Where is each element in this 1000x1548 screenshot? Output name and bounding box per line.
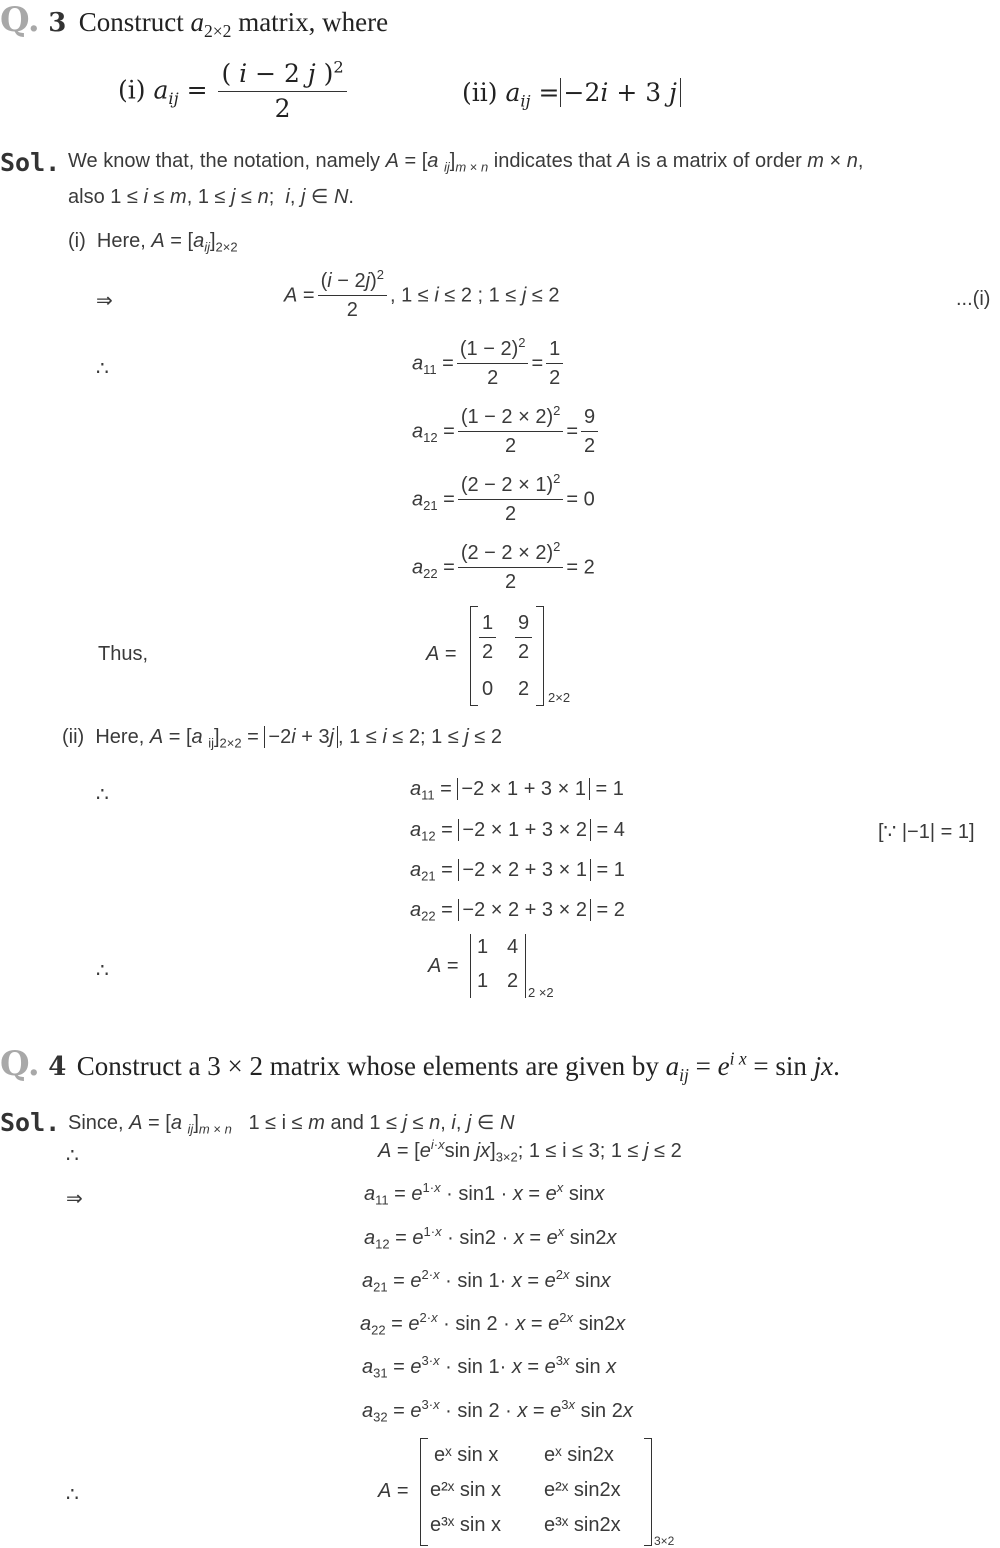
matrix-ii-r1c2: 4 (507, 936, 519, 958)
text: Here, (95, 726, 145, 748)
question-text: Construct $a_{2\times 2}$ matrix, where (78, 7, 389, 42)
text: is a matrix of order (636, 150, 802, 172)
formula-i: A = $\frac{(i - 2j)^2}{2}$ , 1 ≤ i ≤ 2 ; 1 ≤ j ≤ 2 (284, 267, 560, 321)
therefore-symbol-2: ∴ (96, 784, 109, 806)
matrix-i (470, 606, 544, 706)
q4-a31: $a_{31} = e^{3\cdot x} \cdot \sin 1\cdot x = e^{3x}$ sin x (362, 1353, 617, 1381)
a22-calc: $a_{22}$ = $\frac{(2 - 2 \times 2)^2}{2}$ = 2 (412, 539, 595, 593)
a11-calc: $a_{11}$ = $\frac{(1 - 2)^2}{2}$ = $\frac{1}{2}$ (412, 338, 566, 390)
sol4-def: $A = [e^{i\cdot x}\sin$ $jx]_{3\times 2}$; 1 ≤ i ≤ 3; 1 ≤ j ≤ 2 (378, 1137, 682, 1165)
question-3-part-ii: (ii) $a_{ij} = -2i + 3$ j (462, 78, 681, 107)
matrix-q4-r2c1: e²ˣ sin x (430, 1479, 502, 1501)
text: also (68, 186, 105, 208)
text: Since, (68, 1112, 124, 1134)
question-text: Construct a 3 × 2 matrix whose elements are given by $a_{ij} = e^{i x} = \sin$ jx. (76, 1048, 840, 1086)
matrix-q4-r3c1: e³ˣ sin x (430, 1514, 502, 1536)
text: and (330, 1112, 364, 1134)
solution-label-2: Sol. (0, 1108, 61, 1137)
matrix-ii (470, 934, 526, 998)
text: We know that, the notation, namely (68, 150, 381, 172)
q4-a22: $a_{22} = e^{2\cdot x} \cdot \sin 2 \cdot x = e^{2x}$ sin2x (360, 1310, 626, 1338)
therefore-symbol-3: ∴ (96, 960, 109, 982)
matrix-i-r2c2: 2 (518, 678, 530, 700)
equation-tag: ...(i) (956, 288, 991, 310)
part-i-intro: (i) Here, $A = [a_{ij}]_{2\times 2}$ (68, 230, 238, 255)
matrix-q4-r2c2: e²ˣ sin2x (544, 1479, 621, 1501)
therefore-symbol-4: ∴ (66, 1145, 79, 1167)
part-ii-intro: (ii) Here, A = [a $_{ij}]_{2\times 2} = -2i + 3j$ , 1 ≤ i ≤ 2; 1 ≤ j ≤ 2 (62, 726, 503, 751)
implies-symbol-2: ⇒ (66, 1188, 83, 1210)
a11-abs: $a_{11} = -2 \times 1 + 3 \times 1 = 1$ (410, 778, 624, 803)
question-text-body: Construct a 3 × 2 matrix whose elements are given by (76, 1051, 659, 1081)
matrix-ii-r2c1: 1 (477, 970, 489, 992)
question-number: 3 (48, 8, 67, 38)
question-number: 4 (48, 1052, 67, 1082)
because-note: [∵ |−1| = 1] (878, 821, 975, 843)
solution-line-2: also 1 ≤ i ≤ m, 1 ≤ j ≤ n; i, j ∈ N. (68, 186, 354, 208)
a21-abs: $a_{21} = -2 \times 2 + 3 \times 1 = 1$ (410, 859, 625, 884)
matrix-ii-order: 2 ×2 (528, 985, 554, 1000)
part-label: (ii) (62, 726, 85, 748)
therefore-symbol-5: ∴ (66, 1484, 79, 1506)
matrix-i-r2c1: 0 (482, 678, 494, 700)
a12-abs: $a_{12} = -2 \times 1 + 3 \times 2 = 4$ (410, 819, 625, 844)
matrix-i-r1c1: $\frac{1}{2}$ (476, 612, 499, 664)
matrix-i-lhs: A = (426, 643, 457, 665)
a21-calc: $a_{21}$ = $\frac{(2 - 2 \times 1)^2}{2}$ = 0 (412, 471, 595, 525)
q4-a32: $a_{32} = e^{3\cdot x} \cdot \sin 2 \cdot x = e^{3x}$ sin 2x (362, 1397, 633, 1425)
matrix-i-r1c2: $\frac{9}{2}$ (512, 612, 535, 664)
solution-line-1: We know that, the notation, namely A = [a $_{ij}]_{m \times n}$ indicates that A is a matrix of order m × n, (68, 150, 864, 175)
implies-symbol: ⇒ (96, 290, 113, 312)
question-text-a: Construct (78, 7, 184, 37)
sol4-line-1: Since, A = [a $_{ij}]_{m \times n}$ 1 ≤ i ≤ m and 1 ≤ j ≤ n, i, j ∈ N (68, 1112, 515, 1137)
matrix-ii-r1c1: 1 (477, 936, 489, 958)
matrix-q4 (420, 1438, 652, 1546)
question-label: Q. (0, 0, 40, 40)
part-label: (i) (118, 75, 146, 105)
matrix-ii-lhs: A = (428, 955, 459, 977)
therefore-symbol: ∴ (96, 358, 109, 380)
text: indicates that (493, 150, 612, 172)
question-3-part-i: (i) $a_{ij}$ = $\frac{( i - 2 j )^2}{2}$ (118, 60, 350, 124)
matrix-q4-r1c1: eˣ sin x (434, 1444, 499, 1466)
matrix-q4-lhs: A = (378, 1480, 409, 1502)
matrix-q4-r3c2: e³ˣ sin2x (544, 1514, 621, 1536)
matrix-q4-r1c2: eˣ sin2x (544, 1444, 614, 1466)
matrix-i-order: 2×2 (548, 690, 571, 705)
text: Here, (96, 230, 146, 252)
q4-a11: $a_{11} = e^{1\cdot x} \cdot \sin 1 \cdot x = e^x$ sinx (364, 1180, 605, 1208)
question-4-header (0, 1044, 840, 1084)
question-label: Q. (0, 1044, 40, 1084)
q4-a21: $a_{21} = e^{2\cdot x} \cdot \sin 1\cdot x = e^{2x}$ sinx (362, 1267, 611, 1295)
solution-label: Sol. (0, 148, 61, 177)
a22-abs: $a_{22} = -2 \times 2 + 3 \times 2 = 2$ (410, 899, 625, 924)
matrix-ii-r2c2: 2 (507, 970, 519, 992)
part-label: (i) (68, 230, 86, 252)
question-3-header (0, 0, 388, 42)
a12-calc: $a_{12}$ = $\frac{(1 - 2 \times 2)^2}{2}$ = $\frac{9}{2}$ (412, 406, 601, 458)
question-text-b: matrix, where (238, 7, 389, 37)
thus-label: Thus, (98, 643, 149, 665)
part-label: (ii) (462, 78, 498, 107)
matrix-q4-order: 3×2 (654, 1534, 675, 1548)
q4-a12: $a_{12} = e^{1\cdot x} \cdot \sin 2 \cdot x = e^x$ sin2x (364, 1224, 617, 1252)
